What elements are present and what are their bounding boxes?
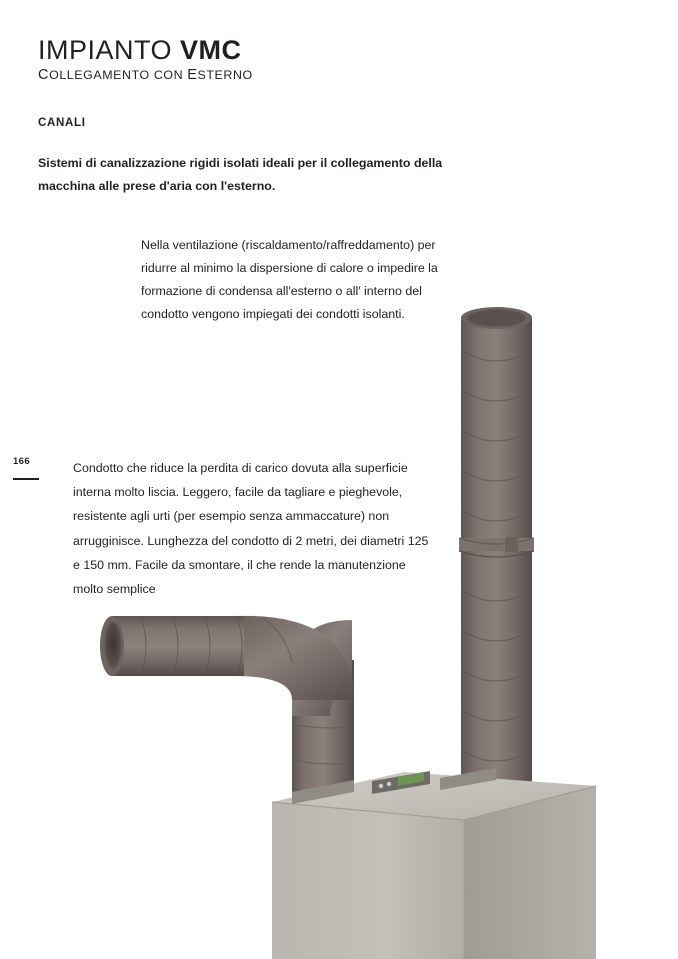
- vertical-duct: [459, 307, 534, 788]
- page-subtitle-word-2: CON: [149, 68, 188, 83]
- section-label: CANALI: [38, 117, 86, 129]
- page-subtitle-cap-1: C: [38, 67, 50, 84]
- unit-port-right: [440, 768, 496, 790]
- control-panel[interactable]: [372, 771, 430, 794]
- page-subtitle-word-1: OLLEGAMENTO: [49, 68, 150, 83]
- page-title: [38, 36, 598, 64]
- unit-port-left: [292, 780, 354, 804]
- page-title-bold: VMC: [180, 35, 242, 65]
- page-subtitle: [38, 67, 598, 83]
- elbow-duct: [100, 616, 354, 792]
- lead-paragraph: Sistemi di canalizzazione rigidi isolati ideali per il collegamento della macchina alle prese d'aria con l'esterno.: [38, 156, 443, 193]
- vmc-unit: [272, 768, 596, 959]
- page-number: 166: [13, 456, 31, 467]
- paragraph-indented: Nella ventilazione (riscaldamento/raffreddamento) per ridurre al minimo la dispersione di calore o impedire la formazione di condensa all′esterno o all′ interno del condotto vengono impiegati dei condotti isolanti.: [141, 238, 438, 321]
- duct-clamp: [459, 537, 534, 557]
- page-title-light: IMPIANTO: [38, 35, 181, 65]
- page-header: [38, 36, 598, 83]
- page-subtitle-word-3: STERNO: [197, 68, 253, 83]
- page-number-rule: [13, 478, 39, 480]
- paragraph-body: Condotto che riduce la perdita di carico dovuta alla superficie interna molto liscia. Leggero, facile da tagliare e pieghevole, resistente agli urti (per esempio senza ammaccature) non arrugginisce. Lunghezza del condotto di 2 metri, dei diametri 125 e 150 mm. Facile da smontare, il che rende la manutenzione molto semplice: [73, 461, 429, 596]
- page-subtitle-cap-2: E: [187, 67, 198, 84]
